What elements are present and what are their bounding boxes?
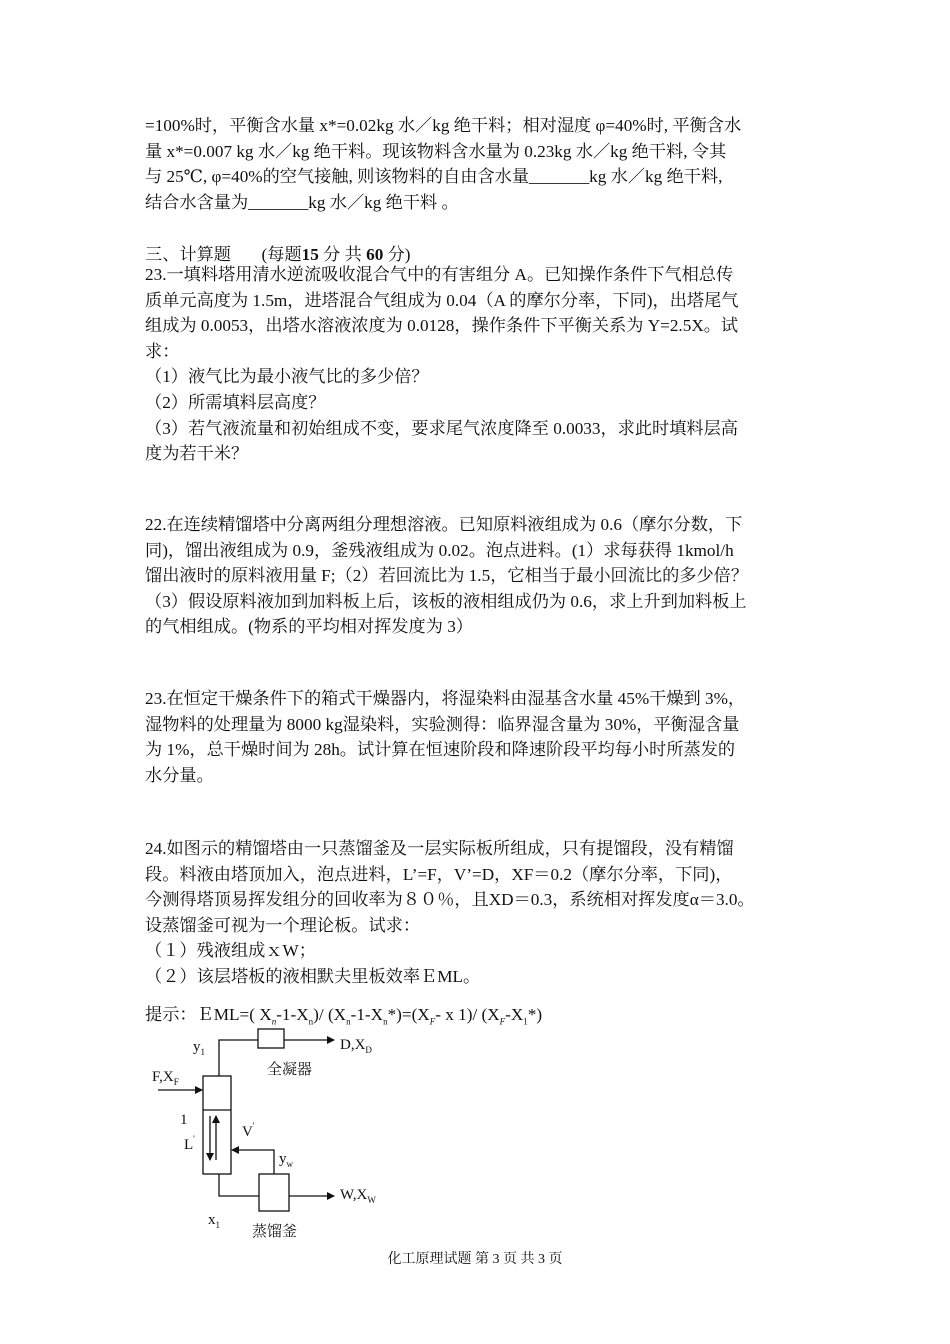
- reboiler-box: [259, 1174, 289, 1211]
- text-line: 湿物料的处理量为 8000 kg湿染料，实验测得：临界湿含量为 30%，平衡湿含量: [145, 714, 740, 734]
- text-line: 同)，馏出液组成为 0.9，釜残液组成为 0.02。泡点进料。(1）求每获得 1kmol/h: [145, 540, 734, 560]
- text-line: 23.一填料塔用清水逆流吸收混合气中的有害组分 A。已知操作条件下气相总传: [145, 265, 734, 284]
- text-line: 馏出液时的原料液用量 F;（2）若回流比为 1.5，它相当于最小回流比的多少倍？: [145, 566, 749, 586]
- text-line: （3）假设原料液加到加料板上后，该板的液相组成仍为 0.6，求上升到加料板上: [145, 591, 747, 611]
- text-line: 为 1%，总干燥时间为 28h。试计算在恒速阶段和降速阶段平均每小时所蒸发的: [145, 740, 736, 760]
- label-y1: $y_1$: [193, 1039, 205, 1057]
- question-22-distillation: [145, 512, 810, 640]
- label-bottoms: $W,X_W$: [340, 1187, 376, 1205]
- label-vapor-V: V': [242, 1121, 255, 1140]
- text-line: 结合水含量为_______kg 水／kg 绝干料 。: [145, 192, 459, 212]
- label-liquid-L: L': [184, 1134, 195, 1153]
- text-line: 与 25℃, φ=40%的空气接触, 则该物料的自由含水量_______kg 水／kg 绝干料,: [145, 167, 723, 187]
- label-x1: $x_1$: [208, 1212, 220, 1230]
- condenser-box: [258, 1029, 284, 1048]
- reboiler-vapor-line: [232, 1150, 274, 1174]
- text-line: 今测得塔顶易挥发组分的回收率为８０％，且XD＝0.3，系统相对挥发度α＝3.0。: [145, 890, 755, 910]
- page-footer: 化工原理试题 第 3 页 共 3 页: [387, 1252, 563, 1267]
- section-title: 三、计算题: [145, 245, 231, 264]
- hint-label: 提示：: [145, 1005, 197, 1024]
- text-line: 的气相组成。(物系的平均相对挥发度为 3）: [145, 617, 473, 637]
- label-yw: $y_w$: [279, 1151, 293, 1169]
- column-tower: [203, 1076, 231, 1174]
- question-23-absorption: [145, 262, 810, 467]
- text-line: 量 x*=0.007 kg 水／kg 绝干料。现该物料含水量为 0.23kg 水／kg 绝干料, 令其: [145, 141, 727, 161]
- stripping-column-diagram: [0, 1020, 500, 1250]
- label-reboiler: 蒸馏釜: [252, 1224, 298, 1240]
- text-line: （2）所需填料层高度？: [145, 392, 326, 412]
- hint-formula: 提示：ＥML=( $X_n-1-X_n)/$ $(X_n-1-X_n*)=(X_F-$ x 1)/ $(X_F-X_1*)$: [145, 1005, 543, 1027]
- text-line: 23.在恒定干燥条件下的箱式干燥器内，将湿染料由湿基含水量 45%干燥到 3%，: [145, 689, 746, 708]
- text-line: 22.在连续精馏塔中分离两组分理想溶液。已知原料液组成为 0.6（摩尔分数，下: [145, 515, 743, 534]
- question-24-stripping: [145, 836, 810, 990]
- text-line: （1）液气比为最小液气比的多少倍？: [145, 367, 429, 387]
- text-line: 设蒸馏釜可视为一个理论板。试求：: [145, 915, 421, 935]
- text-line: 质单元高度为 1.5m，进塔混合气组成为 0.04（A 的摩尔分率，下同)，出塔尾气: [145, 290, 739, 310]
- text-line: 组成为 0.0053，出塔水溶液浓度为 0.0128，操作条件下平衡关系为 Y=2.5X。试: [145, 316, 739, 336]
- vapor-overhead-line: [219, 1040, 258, 1076]
- text-line: 度为若干米？: [145, 444, 249, 464]
- text-line: 24.如图示的精馏塔由一只蒸馏釜及一层实际板所组成，只有提馏段，没有精馏: [145, 839, 734, 858]
- question-23-drying: [145, 686, 810, 788]
- text-line: 水分量。: [145, 765, 214, 785]
- text-line: =100%时，平衡含水量 x*=0.02kg 水／kg 绝干料；相对湿度 φ=40%时, 平衡含水: [145, 116, 742, 135]
- label-plate-1: 1: [180, 1112, 188, 1128]
- fill-blank-question: [145, 113, 810, 215]
- liquid-to-reboiler-line: [219, 1174, 259, 1196]
- text-line: （２）该层塔板的液相默夫里板效率ＥML。: [145, 966, 481, 986]
- label-distillate: $D,X_D$: [340, 1037, 372, 1055]
- text-line: （3）若气液流量和初始组成不变，要求尾气浓度降至 0.0033，求此时填料层高: [145, 418, 738, 438]
- section-note: (每题15 分 共 60 分): [261, 245, 411, 264]
- label-condenser: 全凝器: [267, 1062, 313, 1078]
- text-line: 求：: [145, 341, 180, 361]
- text-line: （１）残液组成ｘW；: [145, 941, 316, 961]
- text-line: 段。料液由塔顶加入，泡点进料，L’=F，V’=D，XF＝0.2（摩尔分率，下同)，: [145, 864, 733, 884]
- label-feed: $F,X_F$: [152, 1069, 179, 1087]
